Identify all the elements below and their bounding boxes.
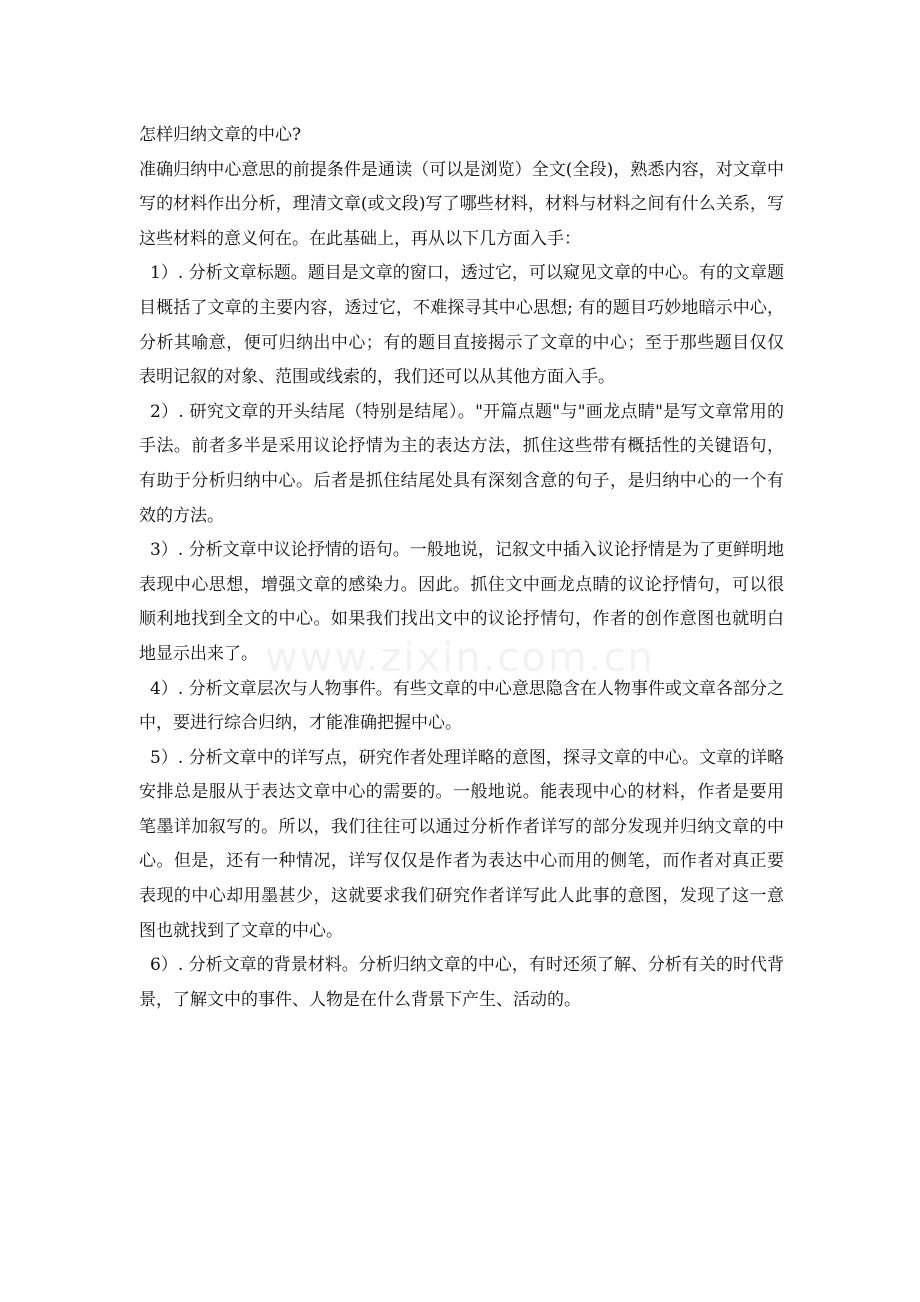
method-item-6: 6）. 分析文章的背景材料。分析归纳文章的中心，有时还须了解、分析有关的时代背景，了解文中的事件、人物是在什么背景下产生、活动的。 — [139, 955, 784, 1010]
document-title: 怎样归纳文章的中心? — [139, 125, 302, 145]
intro-paragraph: 准确归纳中心意思的前提条件是通读（可以是浏览）全文(全段)，熟悉内容，对文章中写的材料作出分析，理清文章(或文段)写了哪些材料，材料与材料之间有什么关系，写这些材料的意义何在。在此基础上，再从以下几方面入手： — [139, 159, 784, 249]
document-body — [139, 118, 784, 1017]
method-item-2: 2）. 研究文章的开头结尾（特别是结尾）。"开篇点题"与"画龙点睛"是写文章常用的手法。前者多半是采用议论抒情为主的表达方法，抓住这些带有概括性的关键语句，有助于分析归纳中心。后者是抓住结尾处具有深刻含意的句子，是归纳中心的一个有效的方法。 — [139, 401, 784, 526]
method-item-5: 5）. 分析文章中的详写点，研究作者处理详略的意图，探寻文章的中心。文章的详略安排总是服从于表达文章中心的需要的。一般地说。能表现中心的材料，作者是要用笔墨详加叙写的。所以，我们往往可以通过分析作者详写的部分发现并归纳文章的中心。但是，还有一种情况，详写仅仅是作者为表达中心而用的侧笔，而作者对真正要表现的中心却用墨甚少，这就要求我们研究作者详写此人此事的意图，发现了这一意图也就找到了文章的中心。 — [139, 747, 784, 941]
watermark: www.zixin.com.cn — [265, 635, 655, 681]
method-item-1: 1）. 分析文章标题。题目是文章的窗口，透过它，可以窥见文章的中心。有的文章题目概括了文章的主要内容，透过它，不难探寻其中心思想; 有的题目巧妙地暗示中心，分析其喻意，便可归纳出中心；有的题目直接揭示了文章的中心；至于那些题目仅仅表明记叙的对象、范围或线索的，我们还可以从其他方面入手。 — [139, 263, 784, 388]
method-item-3: 3）. 分析文章中议论抒情的语句。一般地说，记叙文中插入议论抒情是为了更鲜明地表现中心思想，增强文章的感染力。因此。抓住文中画龙点睛的议论抒情句，可以很顺利地找到全文的中心。如果我们找出文中的议论抒情句，作者的创作意图也就明白地显示出来了。 — [139, 540, 784, 664]
method-item-4: 4）. 分析文章层次与人物事件。有些文章的中心意思隐含在人物事件或文章各部分之中，要进行综合归纳，才能准确把握中心。 — [139, 678, 784, 734]
